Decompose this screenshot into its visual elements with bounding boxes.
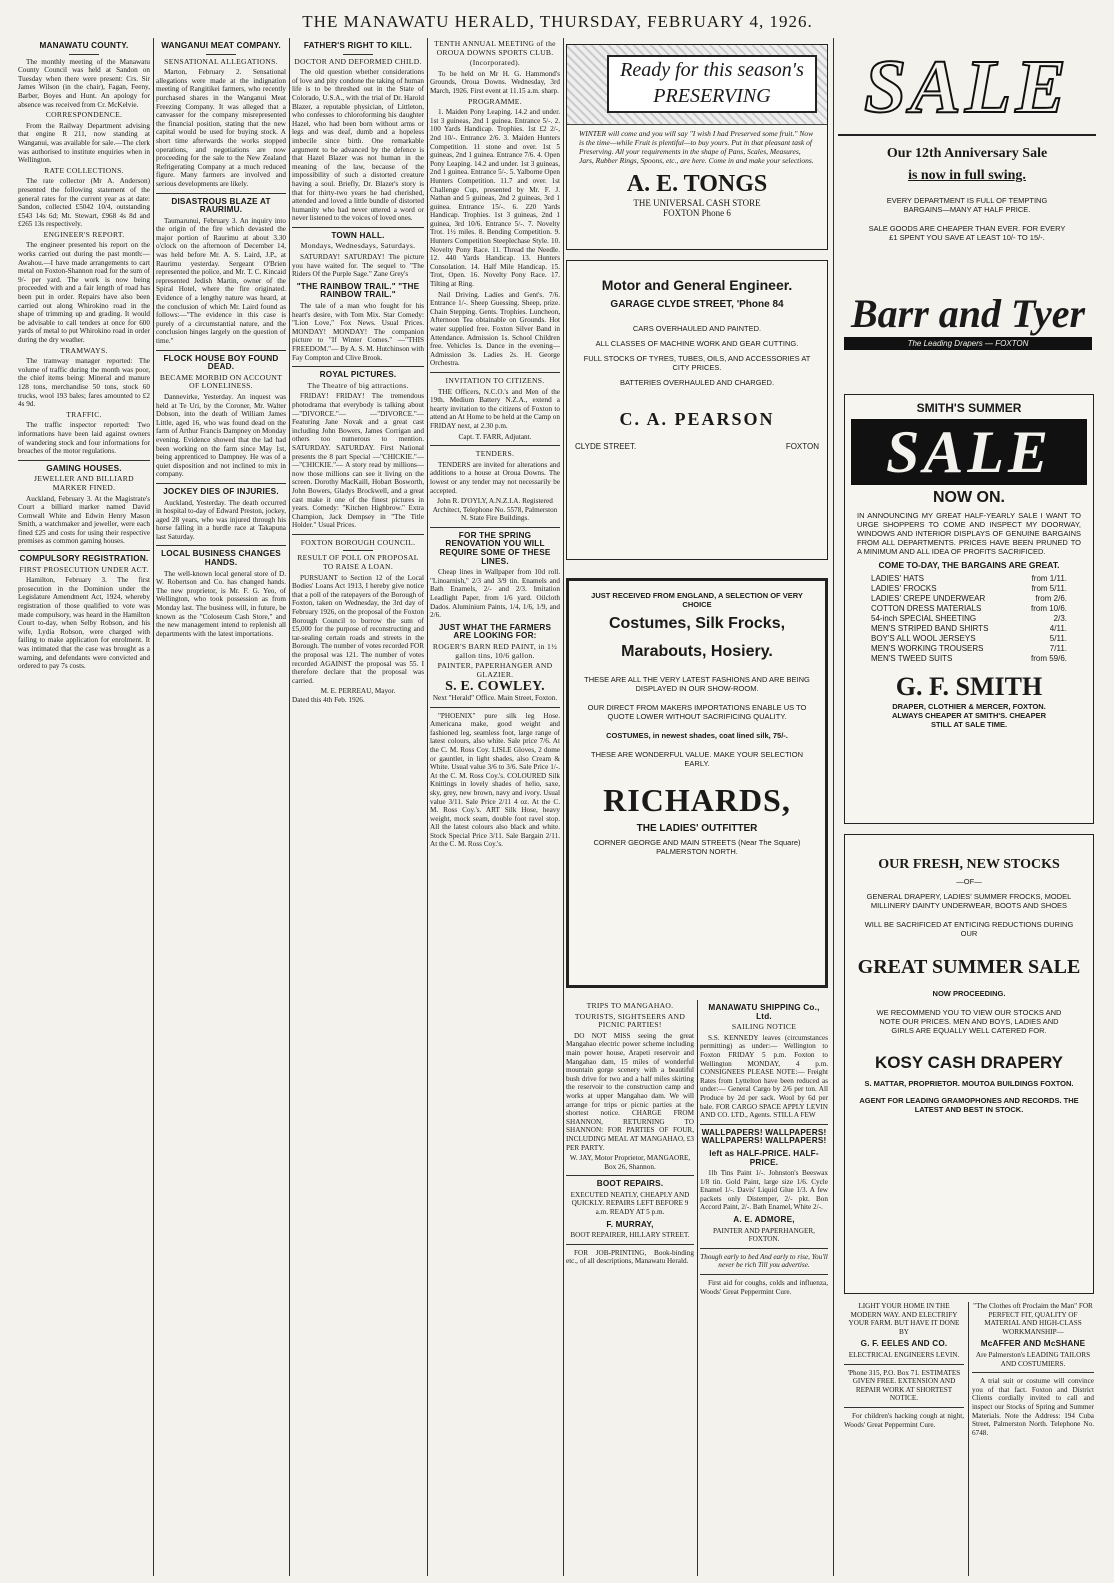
ad-address: GARAGE CLYDE STREET, 'Phone 84 [610,299,784,310]
advertiser-tagline: THE LADIES' OUTFITTER [636,823,758,834]
divider [700,1248,828,1249]
signature: W. JAY, Motor Proprietor, MANGAORE, Box 26, Shannon. [569,1154,691,1171]
divider [972,1372,1094,1373]
newspaper-page [18,38,1096,1576]
column-rule [697,1000,698,1576]
ad-heading: Our 12th Anniversary Sale [886,146,1048,161]
column-2 [156,38,286,1576]
ad-line: GENERAL DRAPERY, LADIES' SUMMER FROCKS, MODEL MILLINERY DAINTY UNDERWEAR, BOOTS AND SHOES [866,892,1072,910]
article-text: S.S. KENNEDY leaves (circumstances permitting) as under:— Wellington to Foxton FRIDAY 5 p.m. Foxton to Wellington MONDAY, 4 p.m. CONSIGNEES PLEASE NOTE:— Freight Rates from Lyttelton have been reduced as under:— General Cargo by 2/6 per ton. All Produce by 2d per sack. Wool by 6d per bale. FOR CARGO SPACE APPLY LEVIN AND CO. LTD., Agents. STILL A FEW [700,1033,828,1120]
advertiser-name: G. F. SMITH [895,672,1043,701]
mcaffer-column [972,1302,1094,1576]
divider [156,193,286,194]
headline: LOCAL BUSINESS CHANGES HANDS. [161,549,281,568]
subheading: FOXTON BOROUGH COUNCIL. [300,537,416,547]
subheading: SENSATIONAL ALLEGATIONS. [164,56,278,66]
advertiser-address: CORNER GEORGE AND MAIN STREETS (Near The Square) PALMERSTON NORTH. [593,838,801,856]
price-list-price: from 10/6. [1030,604,1067,613]
advertiser-name: KOSY CASH DRAPERY [875,1053,1063,1072]
article-text: The engineer presented his report on the works carried out during the past month:—Awahou.—I have made arrangements to cart metal on Foxton-Shannon road for the sum of 9/- per yard. The work is now being proceeded with and a fair length of road has been put in order. Repairs have also been carried out along Whirokino road in the shape of trimming up and grading. It would be advisable to call tenders at once for 600 yards of metal to put Whirokino road in order during the dry weather. [18,241,150,344]
price-list-item: COTTON DRESS MATERIALS [871,604,982,613]
anniversary-sale-ad [838,44,1096,284]
price-list-price: 2/3. [1053,614,1067,623]
sale-heading: SALE [863,45,1071,129]
ad-heading: Marabouts, Hosiery. [621,643,773,660]
price-list-row [871,574,1067,584]
signature: Capt. T. FARR, Adjutant. [458,432,532,441]
ad-line: WE RECOMMEND YOU TO VIEW OUR STOCKS AND NOTE OUR PRICES. MEN AND BOYS, LADIES AND GIRLS ARE EQUALLY WELL CATERED FOR. [876,1008,1062,1035]
smith-sale-ad [844,394,1094,824]
subheading: SAILING NOTICE [731,1022,797,1032]
ad-line: FULL STOCKS OF TYRES, TUBES, OILS, AND ACCESSORIES AT CITY PRICES. [583,354,811,372]
headline: WANGANUI MEAT COMPANY. [161,41,281,50]
subheading: INVITATION TO CITIZENS. [445,375,545,385]
subheading: PAINTER, PAPERHANGER AND GLAZIER. [437,661,553,679]
subheading: (Incorporated). [469,58,521,68]
ad-heading: OUR FRESH, NEW STOCKS [878,857,1060,872]
advertiser-name: F. MURRAY, [606,1219,654,1229]
ad-line: 'Phone 315, P.O. Box 71. ESTIMATES GIVEN FREE. EXTENSION AND REPAIR WORK AT SHORTEST NOTICE. [847,1368,961,1403]
advertiser-tagline: DRAPER, CLOTHIER & MERCER, FOXTON. [892,702,1046,711]
signature: M. E. PERREAU, Mayor. [320,687,396,696]
headline: FLOCK HOUSE BOY FOUND DEAD. [163,353,279,372]
article-text: 1. Maiden Pony Leaping. 14.2 and under. 1st 3 guineas, 2nd 1 guinea. Entrance 5/-. 2. 100 Yards Handicap. Trophies. 1st £2 2/-, 2nd 10/-. Entrance 2/6. 3. Maiden Hunters Competition. 11 stone and over. 1st 5 guineas, 2nd 1 guinea. Entrance 7/6. 4. Open Pony Leaping. 14.2 and under. 1st 3 guineas, 2nd 1 guinea. Entrance 5/-. 5. Yalborne Open Hunters Competition. 11.7 and over. 1st Challenge Cup, presented by Mr. F. J. Nathan and 5 guineas, 2nd 2 guineas, 3rd 1 guinea. Entrance 15/-. 6. 220 Yards Handicap. Trophies. 1st 3 guineas, 2nd 1 guinea, 3rd 10/6. Entrance 5/-. 7. Novelty Trot. 1½ miles. 8. Bending Competition. 9. Hunters Competition Steeplechase Style. 10. Novelty Pony Race. 11. Thread the Needle. 12. 440 Yards Handicap. 13. Hunters Consolation. 14. Half Mile Handicap. 15. Trot, Open. 16. Novelty Pony Race. 17. Tilting at Ring. [430,108,560,289]
ad-heading: GREAT SUMMER SALE [857,956,1081,978]
divider [844,1407,964,1408]
ad-footer-left: CLYDE STREET. [575,442,637,451]
ad-line: THESE ARE ALL THE VERY LATEST FASHIONS AND ARE BEING DISPLAYED IN OUR SHOW-ROOM. [584,675,810,693]
preserving-banner: Ready for this season's PRESERVING [607,55,817,113]
advertiser-name: S. E. COWLEY. [445,679,545,695]
advertiser-address: ELECTRICAL ENGINEERS LEVIN. [848,1350,960,1359]
column-rule [563,38,564,1576]
article-text: First aid for coughs, colds and influenza, Woods' Great Peppermint Cure. [700,1279,828,1296]
advertiser-address: PAINTER AND PAPERHANGER, FOXTON. [713,1226,815,1244]
sale-heading: SALE [851,419,1087,485]
headline: ROYAL PICTURES. [319,370,397,380]
brand-logo: Barr and Tyer [850,291,1086,336]
ad-line: ALL CLASSES OF MACHINE WORK AND GEAR CUTTING. [595,339,799,348]
article-text: To be held on Mr H. G. Hammond's Grounds, Oroua Downs. Wednesday, 3rd March, 1926. First event at 11.15 a.m. sharp. [430,69,560,95]
divider [156,545,286,546]
headline: COMPULSORY REGISTRATION. [19,554,149,564]
trips-column [566,1000,694,1576]
article-text: DO NOT MISS seeing the great Mangahao electric power scheme including main power house, Arapeti reservoir and Mangahao dam, 15 miles of wonderful mountain gorge scenery with a beautiful bush drive for two and a half miles skirting the reservoir to the construction camp and works at upper Mangahao dam. We will arrange for trips or picnic parties at the shortest notice. CHARGE FROM SHANNON, RETURNING TO SHANNON: FOR PARTIES OF FOUR, INCLUDING MEAL AT MANGAHAO, £3 PER PARTY. [566,1031,694,1152]
divider [292,534,424,535]
price-list-price: 7/11. [1049,644,1067,653]
headline: JOCKEY DIES OF INJURIES. [163,486,279,496]
ad-heading: Costumes, Silk Frocks, [608,615,786,632]
advertiser-name: A. E. ADMORE, [733,1215,795,1225]
brand-tagline: The Leading Drapers — FOXTON [844,337,1092,350]
headline: FOR THE SPRING RENOVATION YOU WILL REQUIRE SOME OF THESE LINES. [439,530,551,566]
film-title: "THE RAINBOW TRAIL." "THE RAINBOW TRAIL." [296,281,420,300]
article-text: FOR JOB-PRINTING, Book-binding etc., of all descriptions, Manawatu Herald. [566,1248,694,1266]
preserving-ad [566,44,828,250]
price-list-row [871,614,1067,624]
ad-heading: NOW ON. [933,489,1005,506]
price-list-price: from 1/11. [1031,574,1067,583]
divider [206,54,236,55]
article-text: "PHOENIX" pure silk leg Hose. Americana make, good weight and fashioned leg, seamless foot, large range of latest colours, also white. Sale price 7/6. At the C. M. Ross Coy. LISLE Gloves, 2 dome or gauntlet, in light shades, also Cream & White. Usual value 3/6 to 3/6. Sale Price 1/-. At the C. M. Ross Coy.'s. COLOURED Silk Knittings in lovely shades of helio, saxe, sky, grey, new brown, navy and ivory. Usual value 3/11. Sale Price 2/11 4 oz. At the C. M. Ross Coy.'s. ART Silk Hose, heavy weight, mock seam, double foot ravel stop. All the latest colours also black and white. Stock Special Price 3/11. Sale Bargain 2/11. At the C. M. Ross Coy.'s. [430,711,560,849]
article-text: EXECUTED NEATLY, CHEAPLY AND QUICKLY. REPAIRS LEFT BEFORE 9 a.m. READY AT 5 p.m. [570,1190,690,1217]
headline: JUST WHAT THE FARMERS ARE LOOKING FOR: [438,622,552,641]
headline: DISASTROUS BLAZE AT RAURIMU. [171,196,271,215]
divider [69,54,99,55]
subheading: BECAME MORBID ON ACCOUNT OF LONELINESS. [159,372,283,391]
article-text: Cheap lines in Wallpaper from 10d roll. "Linoarnish," 2/3 and 3/9 tin. Enamels and Bath Enamels, 2/- and 2/3. Imitation Leadlight Paper, from 1/6 yard. Oilcloth Dados. Aluminium Paints, 1/4, 1/6, 1/9, and 2/6. [430,568,560,620]
subheading: DOCTOR AND DEFORMED CHILD. [294,56,422,66]
price-list [851,574,1087,664]
richards-ad [566,578,828,988]
price-list-row [871,584,1067,594]
price-list-row [871,644,1067,654]
divider [292,366,424,367]
column-rule [968,1302,969,1576]
ad-line: A trial suit or costume will convince you of that fact. Foxton and District Clients cordially invited to call and inspect our Stocks of Spring and Summer Materials. Note the Address: 194 Cuba Street, Palmerston North. Telephone No. 6748. [972,1377,1094,1437]
article-text: The tramway manager reported: The volume of traffic during the month was poor, the chief items being: Mineral and manure 128 tons, merchandise 50 tons, stock 60 trucks, wool 193 bales; fares amounted to £2 4s 9d. [18,357,150,409]
advertiser-address: Next "Herald" Office. Main Street, Foxton. [432,693,558,702]
column-rule [289,38,290,1576]
price-list-price: 5/11. [1049,634,1067,643]
subheading: TENDERS. [475,449,515,459]
verse: Though early to bed And early to rise, You'll never be rich Till you advertise. [700,1252,828,1270]
divider [430,527,560,528]
advertiser-address: BOOT REPAIRER, HILLARY STREET. [570,1231,690,1240]
headline: MANAWATU SHIPPING Co., Ltd. [708,1003,820,1021]
divider [430,372,560,373]
article-text: FRIDAY! FRIDAY! The tremendous photodrama that everybody is talking about —"DIVORCE."— —"DIVORCE."— Featuring Jane Novak and a great cast including John Bowers, James Corrigan and others too numerous to mention. SATURDAY. SATURDAY. First National presents the 8 part Special —"CHICKIE."— —"CHICKIE."— A story read by millions—now those millions can see it living on the screen. Dorothy MacKaill, Hobart Bosworth, John Bowers, Gladys Brockwell, and a great cast make it one of the finest pictures in years. Comedy: "Kitchen Highbrow." Extra Champion, Jack Dempsey in "The Title Holder." Usual Prices. [292,392,424,530]
ad-line: —OF— [956,877,982,886]
article-text: Auckland, February 3. At the Magistrate's Court a billiard marker named David Cornwall White and Edwin Henry Mason Smith, a watchmaker and jeweller, were each fined £25 and costs for using their respective premises as common gaming houses. [18,494,150,546]
price-list-price: 4/11. [1049,624,1067,633]
ad-heading: Motor and General Engineer. [601,277,793,293]
divider [156,350,286,351]
advertiser-name: A. E. TONGS [626,171,768,197]
subheading: PROGRAMME. [468,96,522,106]
preserving-illustration [567,45,827,125]
article-text: Nail Driving. Ladies and Gent's. 7/6. Entrance 1/-. Sheep Guessing. Sheep, prize. Chain Stepping. Gents. Trophies. Luncheon, Afternoon Tea obtainable on Grounds. Hot water supplied free. Foxton Silver Band in Attendance. Admission 1s. School Children free. Vehicles 1s. Dance in the evening—Admission 3s. Ladies 2s. H. George Orchestra. [430,290,560,368]
headline: TOWN HALL. [331,230,385,240]
motor-engineer-ad [566,260,828,560]
column-rule [153,38,154,1576]
price-list-item: LADIES' HATS [871,574,924,583]
ad-line: OUR DIRECT FROM MAKERS IMPORTATIONS ENABLE US TO QUOTE LOWER WITHOUT SACRIFICING QUALITY. [587,703,807,721]
ad-line: ALWAYS CHEAPER AT SMITH'S. CHEAPER STILL AT SALE TIME. [891,711,1047,729]
divider [430,445,560,446]
ad-footer-right: FOXTON [785,442,819,451]
price-list-row [871,624,1067,634]
ad-heading: SMITH'S SUMMER [916,401,1022,415]
subheading: TOURISTS, SIGHTSEERS AND PICNIC PARTIES! [574,1011,686,1030]
price-list-row [871,654,1067,664]
headline: WALLPAPERS! WALLPAPERS! WALLPAPERS! WALLPAPERS! [701,1127,827,1146]
column-rule [833,38,834,1576]
column-3 [292,38,424,1576]
preserving-verse: WINTER will come and you will say "I wish I had Preserved some fruit." Now is the time—while Fruit is plentiful—to buy yours. Put in that pleasant task of Preserving. All your requirements in the shape of Pans, Scales, Measures, Jars, Rubber Rings, Spoons, etc., are here. Come in and make your selections. [579,129,814,165]
price-list-item: MEN'S WORKING TROUSERS [871,644,984,653]
advertiser-address: FOXTON Phone 6 [663,208,731,218]
divider [292,227,424,228]
article-text: The well-known local general store of D. W. Robertson and Co. has changed hands. The new proprietor, is Mr. F. G. Yeo, of Wellington, who took possession as from Monday last. The business will, in future, be known as the "Coloseum Cash Store," and the new management intend to replenish all departments with the latest importations. [156,569,286,638]
divider [18,460,150,461]
divider [700,1274,828,1275]
divider [343,550,373,551]
price-list-price: from 2/6. [1035,594,1067,603]
ad-line: BATTERIES OVERHAULED AND CHARGED. [619,378,775,387]
eeles-column [844,1302,964,1576]
subheading: ROGER'S BARN RED PAINT, in 1½ gallon tins, 10/6 gallon. [432,642,558,660]
price-list-row [871,634,1067,644]
ad-line: EVERY DEPARTMENT IS FULL OF TEMPTING BARGAINS—MANY AT HALF PRICE. [886,196,1048,214]
ad-line: THESE ARE WONDERFUL VALUE. MAKE YOUR SELECTION EARLY. [591,750,803,768]
article-text: Auckland, Yesterday. The death occurred in hospital to-day of Edward Preston, jockey, aged 28 years, who was injured through his horse falling in a hurdle race at Takapuna last Saturday. [156,498,286,541]
divider [700,1124,828,1125]
ad-heading: is now in full swing. [908,168,1026,183]
subheading: RATE COLLECTIONS. [44,165,124,175]
divider [844,1364,964,1365]
headline: MANAWATU COUNTY. [39,41,129,50]
ad-line: For children's hacking cough at night, Woods' Great Peppermint Cure. [844,1411,964,1429]
article-text: The tale of a man who fought for his heart's desire, with Tom Mix. Star Comedy: "Lion Love," Fox News. Usual Prices. MONDAY! MONDAY! The companion picture to "If Winter Comes." —"THIS FREEDOM."— By A. S. M. Hutchinson with Fay Compton and Clive Brook. [292,302,424,362]
shipping-column [700,1000,828,1576]
ad-line: COME TO-DAY, THE BARGAINS ARE GREAT. [878,560,1060,570]
subheading: FIRST PROSECUTION UNDER ACT. [19,564,149,574]
advertiser-tagline: Are Palmerston's LEADING TAILORS AND COSTUMIERS. [975,1350,1091,1368]
kosy-cash-drapery-ad [844,834,1094,1294]
price-list-item: MEN'S TWEED SUITS [871,654,953,663]
headline: GAMING HOUSES. [46,463,122,473]
subheading: RESULT OF POLL ON PROPOSAL TO RAISE A LOAN. [297,553,419,572]
column-1 [18,38,150,1576]
column-rule [427,38,428,1576]
headline: BOOT REPAIRS. [596,1179,664,1189]
article-text: Hamilton, February 3. The first prosecution in the Dominion under the Legislature Amendment Act, 1924, whereby registration of those qualified to vote was made compulsory, was heard in the Hamilton Court to-day, when Selby Robson, and his wife, Lydia Robson, were charged with failing to make application for enrolment. It was intimated that the case was brought as a warning, and defendants were convicted and ordered to pay 7s costs. [18,576,150,671]
subheading: JEWELLER AND BILLIARD MARKER FINED. [34,474,134,492]
article-text: SATURDAY! SATURDAY! The picture you have waited for. The sequel to "The Riders Of the Purple Sage." Zane Grey's [292,253,424,279]
ad-intro: JUST RECEIVED FROM ENGLAND, A SELECTION OF VERY CHOICE [591,591,803,609]
price-list-item: LADIES' CREPE UNDERWEAR [871,594,986,603]
price-list-item: LADIES' FROCKS [871,584,937,593]
article-text: The old question whether considerations of love and pity condone the taking of human life is to be threshed out in the State of Colorado, U.S.A., with the trial of Dr. Harold Blazer, a reputable physician, of Littleton, who confesses to chloroforming his daughter Hazel, who had been born without arms or legs and was deaf, dumb and a hopeless imbecile since birth. One remarkable argument to be advanced by the defence is that Hazel Blazer was not human in the meaning of the law, because of the impossibility of such a distorted creature having a soul. Briefly, Dr. Blazer's story is that for thirty-two years he had cherished, attended and loved a little bundle of distorted humanity who had never uttered a word or never listened to the voices of loved ones. [292,68,424,223]
ad-line: "The Clothes oft Proclaim the Man" FOR PERFECT FIT, QUALITY OF MATERIAL AND HIGH-CLASS WORKMANSHIP— [973,1302,1093,1336]
ad-line: SALE GOODS ARE CHEAPER THAN EVER. FOR EVERY £1 SPENT YOU SAVE AT LEAST 10/- TO 15/-. [868,224,1066,242]
ad-line: AGENT FOR LEADING GRAMOPHONES AND RECORDS. THE LATEST AND BEST IN STOCK. [859,1096,1079,1114]
article-text: Marton, February 2. Sensational allegations were made at the indignation meeting of Rangitikei farmers, who recently purchased shares in the Wanganui Meat Freezing Company. It was alleged that a canvasser for the company misrepresented the financial position, stating that the new capital would be used for buying stock. A short time afterwards the works stopped operations, and negotiations are now proceeding for the sale to the New Zealand Refrigerating Company at a much reduced figure. Many farmers are involved and serious developments are likely. [156,68,286,188]
barr-tyer-logo [844,290,1092,386]
subheading: Mondays, Wednesdays, Saturdays. [300,241,416,251]
advertiser-tagline: THE UNIVERSAL CASH STORE [633,198,761,208]
advertiser-name: C. A. PEARSON [619,409,775,429]
divider [566,1175,694,1176]
subheading: TRIPS TO MANGAHAO. [586,1001,674,1010]
subheading: ENGINEER'S REPORT. [43,229,125,239]
price-list-item: BOY'S ALL WOOL JERSEYS [871,634,976,643]
article-text: PURSUANT to Section 12 of the Local Bodies' Loans Act 1913, I hereby give notice that a poll of the ratepayers of the Borough of Foxton, taken on Wednesday, the 3rd day of February 1926, on the proposal of the Foxton Borough Council to borrow the sum of £5,000 for the purpose of reconstructing and tar-sealing certain roads and streets in the Borough. The number of votes recorded FOR the proposal was 121. The number of votes recorded AGAINST the proposal was 55. I therefore declare that the proposal was carried. [292,573,424,685]
advertiser-name: RICHARDS, [603,782,791,818]
article-text: 1lb Tins Paint 1/-. Johnston's Beeswax 1/8 tin. Gold Paint, large size 1/6. Cycle Enamel 1/-. Davis' Liquid Glue 1/3. A few packets only Distemper, 2/- pkt. Bon Accord Paint, 2/-. Bath Enamel, White 2/-. [700,1169,828,1212]
advertiser-name: McAFFER AND McSHANE [980,1339,1086,1349]
headline: FATHER'S RIGHT TO KILL. [303,41,413,50]
subheading: TRAMWAYS. [60,345,108,355]
dateline: Dated this 4th Feb. 1926. [292,695,365,704]
divider [18,550,150,551]
subheading: CORRESPONDENCE. [45,110,123,120]
article-text: The traffic inspector reported: Two informations have been laid against owners of wandering stock and four informations for breaches of the motor regulations. [18,421,150,456]
ad-line: IN ANNOUNCING MY GREAT HALF-YEARLY SALE I WANT TO URGE SHOPPERS TO COME AND INSPECT MY DOORWAY, WINDOWS AND INTERIOR DISPLAYS OF GENUINE BARGAINS FROM ALL DEPARTMENTS. PRICES HAVE BEEN PRUNED TO A MINIMUM AND ALL IDEA OF PROFITS SACRIFICED. [857,511,1081,556]
article-text: From the Railway Department advising that engine R 211, now standing at Wanganui, was available for sale.—The clerk was authorised to institute enquiries when in Wellington. [18,121,150,165]
ad-line: NOW PROCEEDING. [932,989,1006,998]
article-text: Dannevirke, Yesterday. An inquest was held at Te Uri, by the Coroner, Mr. Walter Dobson, into the death of William James Little, aged 16, who was found dead on the farm of Arthur Francis Dampney on Monday evening. Evidence showed that the lad had been working on the farm since May 1st, being apprenticed to Dampney. He was of a quiet disposition and not inclined to mix in company. [156,392,286,479]
subheading: The Theatre of big attractions. [307,380,409,390]
subheading: left as HALF-PRICE. HALF-PRICE. [709,1148,819,1167]
subheading: TENTH ANNUAL MEETING of the OROUA DOWNS SPORTS CLUB. [434,39,556,57]
divider [156,483,286,484]
article-text: The rate collector (Mr A. Anderson) presented the following statement of the general rates for the current year as at date: Sandon, collected £5042 10/4, outstanding £543 14s 6d; Mt. Stewart, £968 4s 8d and £265 13s respectively. [18,177,150,229]
divider [430,707,560,708]
advertiser-name: G. F. EELES AND CO. [860,1339,948,1349]
ad-line: LIGHT YOUR HOME IN THE MODERN WAY. AND ELECTRIFY YOUR FARM. BUT HAVE IT DONE BY [848,1302,960,1336]
price-list-price: from 59/6. [1030,654,1067,663]
signature: John R. D'OYLY, A.N.Z.I.A. Registered Architect, Telephone No. 5578, Palmerston N. State Fire Buildings. [432,497,558,523]
price-list-item: 54-inch SPECIAL SHEETING [871,614,977,623]
price-list-row [871,594,1067,604]
advertiser-address: S. MATTAR, PROPRIETOR. MOUTOA BUILDINGS FOXTON. [864,1079,1074,1088]
ad-line: CARS OVERHAULED AND PAINTED. [632,324,762,333]
column-4 [430,38,560,1576]
subheading: TRAFFIC. [66,409,102,419]
divider [343,54,373,55]
ad-line: COSTUMES, in newest shades, coat lined silk, 75/-. [606,731,788,740]
price-list-row [871,604,1067,614]
article-text: Taumarunui, February 3. An inquiry into the origin of the fire which devasted the major portion of Raurimu at about 3.30 o'clock on the afternoon of December 14, was held before Mr. A. S. Laird, J.P., at Raurimu yesterday. Sergeant O'Brien represented the police, and Mr. T. C. Kincaid represented Jedish Martin, owner of the Spiral Hotel, where the fire originated. Evidence of a lengthy nature was heard, at the conclusion of which Mr. Laird found as follows:—"The evidence in this case is purely of a circumstantial nature, and the conclusion hinges largely on the question of time." [156,216,286,345]
article-text: THE Officers, N.C.O.'s and Men of the 19th. Medium Battery N.Z.A., extend a hearty invitation to the citizens of Foxton to attend an At Home to be held at the Camp on FRIDAY next, at 2.30 p.m. [430,387,560,430]
price-list-price: from 5/11. [1031,584,1067,593]
ad-line: WILL BE SACRIFICED AT ENTICING REDUCTIONS DURING OUR [864,920,1074,938]
article-text: TENDERS are invited for alterations and additions to a house at Oroua Downs. The lowest or any tender may not necessarily be accepted. [430,460,560,495]
article-text: The monthly meeting of the Manawatu County Council was held at Sandon on Tuesday when there were present: Crs. Sir James Wilson (in the chair), Fagan, Feeny, Barber, Boyes and Hunt. An apology for absence was received from Cr. McKelvie. [18,57,150,109]
divider [566,1244,694,1245]
masthead: THE MANAWATU HERALD, THURSDAY, FEBRUARY 4, 1926. [302,12,813,31]
price-list-item: MEN'S STRIPED BAND SHIRTS [871,624,989,633]
